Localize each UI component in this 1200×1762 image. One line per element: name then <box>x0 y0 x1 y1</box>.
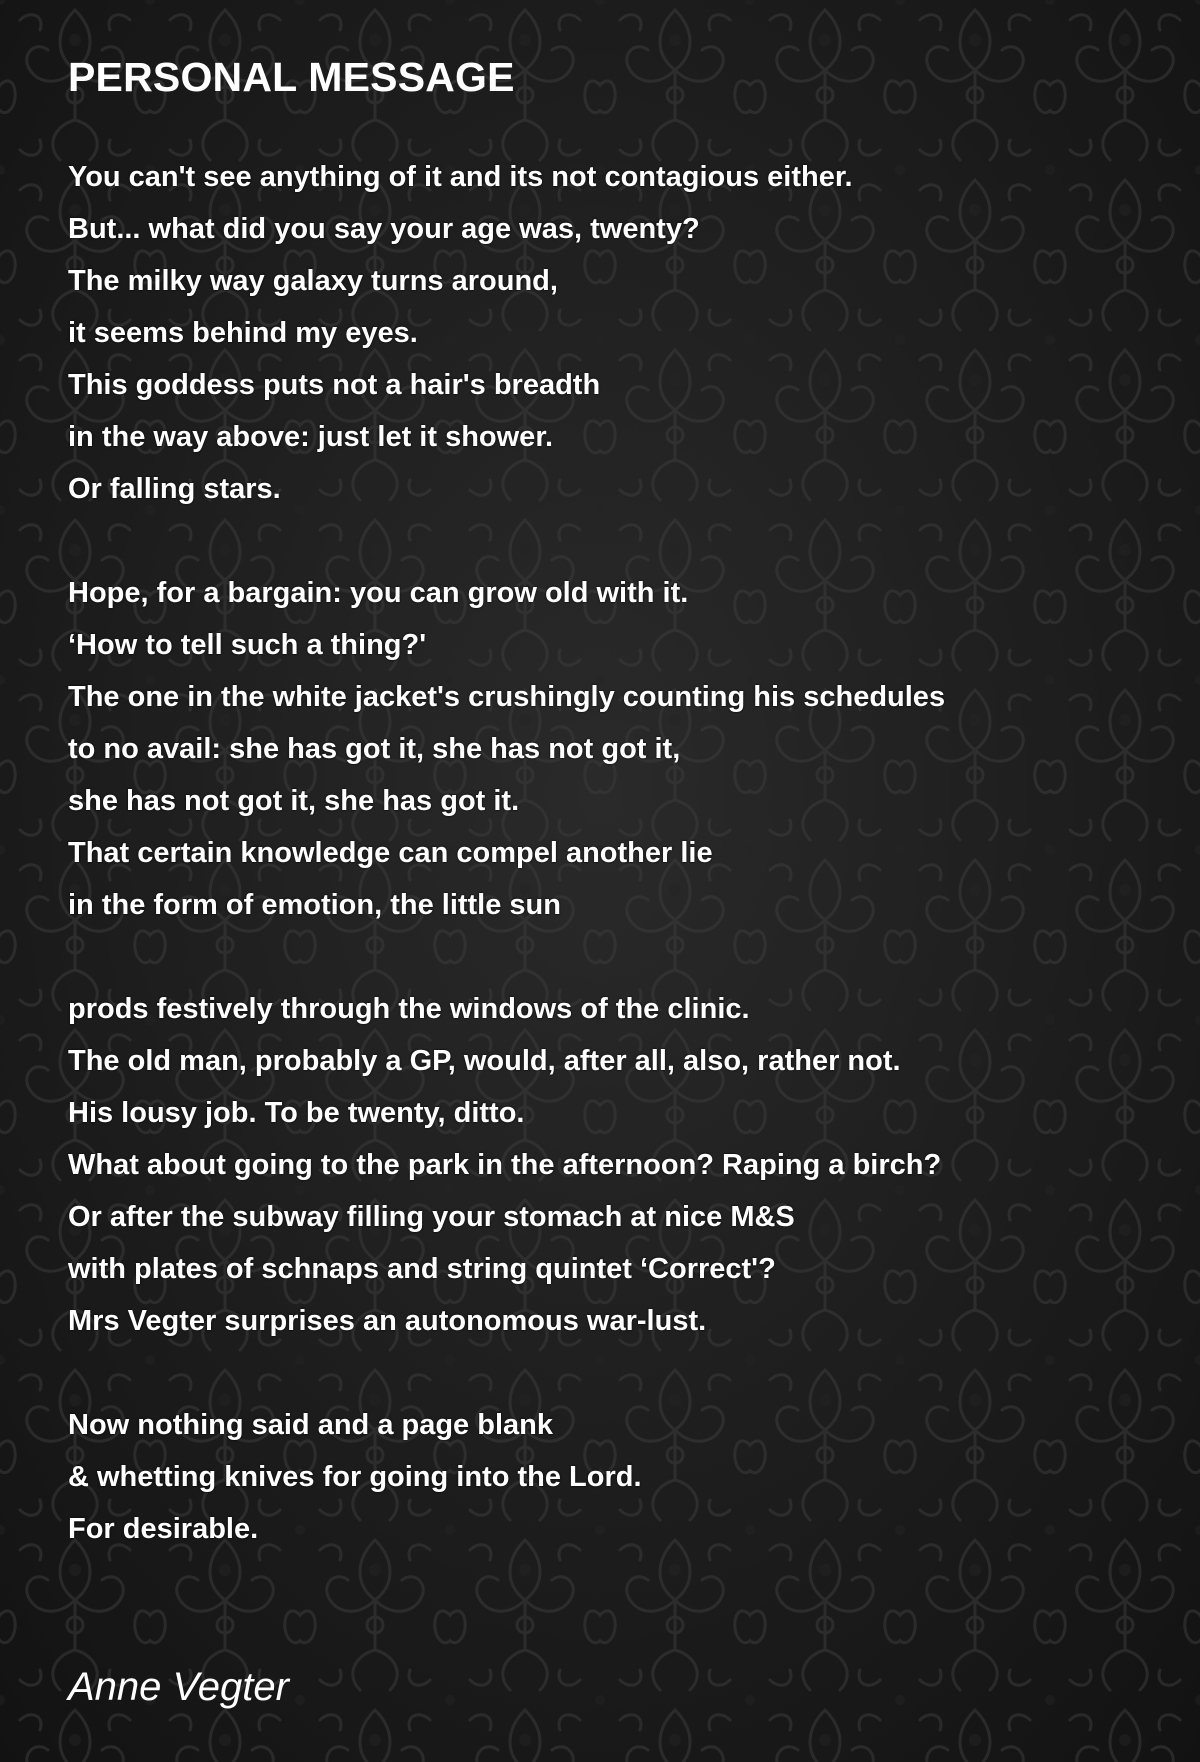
poem-line: The old man, probably a GP, would, after all, also, rather not. <box>68 1045 901 1077</box>
poem-line: Or after the subway filling your stomach at nice M&S <box>68 1201 795 1233</box>
stanza-4 <box>68 1399 1168 1555</box>
poem-title: PERSONAL MESSAGE <box>68 54 515 100</box>
stanza-1 <box>68 151 1168 515</box>
poem-line: with plates of schnaps and string quintet ‘Correct'? <box>68 1253 776 1285</box>
poem-line: ‘How to tell such a thing?' <box>68 629 427 661</box>
poem-body <box>68 151 1168 1555</box>
poem-line: Or falling stars. <box>68 473 281 505</box>
poem-author: Anne Vegter <box>68 1665 289 1709</box>
stanza-gap <box>68 1347 1168 1399</box>
stanza-gap <box>68 515 1168 567</box>
poem-line: But... what did you say your age was, twenty? <box>68 213 700 245</box>
poem-line: That certain knowledge can compel another lie <box>68 837 713 869</box>
poem-line: in the way above: just let it shower. <box>68 421 554 453</box>
poem-line: This goddess puts not a hair's breadth <box>68 369 601 401</box>
poem-line: The one in the white jacket's crushingly counting his schedules <box>68 681 946 713</box>
poem-line: prods festively through the windows of the clinic. <box>68 993 750 1025</box>
stanza-2 <box>68 567 1168 931</box>
poem-line: His lousy job. To be twenty, ditto. <box>68 1097 525 1129</box>
poem-line: she has not got it, she has got it. <box>68 785 520 817</box>
poem-line: Now nothing said and a page blank <box>68 1409 553 1441</box>
poem-line: What about going to the park in the afternoon? Raping a birch? <box>68 1149 942 1181</box>
poem-line: You can't see anything of it and its not contagious either. <box>68 161 853 193</box>
stanza-gap <box>68 931 1168 983</box>
poem-line: The milky way galaxy turns around, <box>68 265 558 297</box>
poem-line: Mrs Vegter surprises an autonomous war-lust. <box>68 1305 707 1337</box>
poem-line: to no avail: she has got it, she has not got it, <box>68 733 681 765</box>
poem-line: Hope, for a bargain: you can grow old with it. <box>68 577 689 609</box>
poem-line: it seems behind my eyes. <box>68 317 418 349</box>
poem-line: For desirable. <box>68 1513 259 1545</box>
poem-line: in the form of emotion, the little sun <box>68 889 561 921</box>
stanza-3 <box>68 983 1168 1347</box>
poem-line: & whetting knives for going into the Lord. <box>68 1461 642 1493</box>
